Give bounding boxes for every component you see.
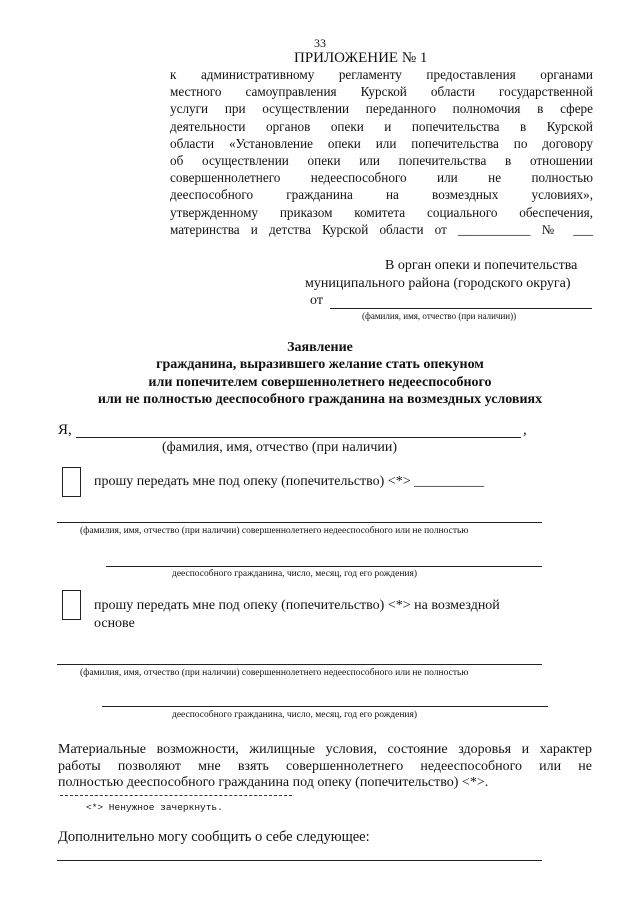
appendix-line: утвержденному приказом комитета социального обеспечения, — [170, 204, 593, 220]
appendix-line: области «Установление опеки или попечительства по договору — [170, 135, 593, 151]
from-hint: (фамилия, имя, отчество (при наличии)) — [362, 311, 517, 321]
subtitle-line: гражданина, выразившего желание стать опекуном — [156, 357, 484, 372]
option2-hint2: дееспособного гражданина, число, месяц, год его рождения) — [172, 710, 418, 720]
option2-birth-line[interactable] — [102, 706, 548, 707]
appendix-block — [170, 66, 593, 238]
addressee-line1: В орган опеки и попечительства — [385, 258, 578, 273]
additional-label: Дополнительно могу сообщить о себе следующее: — [58, 829, 370, 845]
statement-title: Заявление — [287, 340, 353, 355]
from-label: от — [310, 293, 323, 308]
appendix-line: материнства и детства Курской области от ___________ № ___ — [170, 221, 593, 237]
statement-line: работы позволяют мне взять совершеннолетнего недееспособного или не — [58, 758, 592, 774]
option1-text: прошу передать мне под опеку (попечительство) <*> __________ — [94, 474, 485, 489]
option2-checkbox[interactable] — [62, 590, 81, 620]
option1-checkbox[interactable] — [62, 467, 81, 497]
addressee-line2: муниципального района (городского округа) — [305, 276, 571, 291]
option2-name-line[interactable] — [57, 664, 542, 665]
footnote-separator — [60, 795, 292, 796]
subtitle-line: или не полностью дееспособного гражданина на возмездных условиях — [97, 392, 543, 407]
appendix-line: к административному регламенту предоставления органами — [170, 67, 593, 82]
page-number: 33 — [314, 36, 326, 50]
appendix-line: об осуществлении опеки или попечительства в отношении — [170, 153, 593, 169]
statement-subtitle — [0, 356, 640, 409]
option1-name-line[interactable] — [57, 522, 542, 523]
applicant-name-line[interactable] — [76, 437, 521, 438]
option1-birth-line[interactable] — [106, 566, 542, 567]
statement-paragraph — [58, 742, 592, 792]
applicant-hint: (фамилия, имя, отчество (при наличии) — [162, 440, 398, 455]
appendix-line: услуги при осуществлении переданного полномочия в сфере — [170, 101, 593, 117]
appendix-line: совершеннолетнего недееспособного или не полностью — [170, 170, 593, 186]
option2-text2: основе — [94, 616, 135, 631]
statement-line: полностью дееспособного гражданина под опеку (попечительство) <*>. — [58, 775, 489, 790]
option1-hint1: (фамилия, имя, отчество (при наличии) совершеннолетнего недееспособного или не полностью — [80, 526, 469, 536]
additional-info-line[interactable] — [57, 860, 542, 861]
from-field-line[interactable] — [330, 308, 592, 309]
option2-hint1: (фамилия, имя, отчество (при наличии) совершеннолетнего недееспособного или не полностью — [80, 668, 469, 678]
statement-line: Материальные возможности, жилищные условия, состояние здоровья и характер — [58, 742, 592, 757]
appendix-title: ПРИЛОЖЕНИЕ № 1 — [294, 50, 428, 66]
applicant-prefix: Я, — [58, 422, 72, 438]
footnote: <*> Ненужное зачеркнуть. — [86, 802, 223, 813]
appendix-line: местного самоуправления Курской области государственной — [170, 84, 593, 100]
appendix-line: деятельности органов опеки и попечительства в Курской — [170, 118, 593, 134]
applicant-suffix: , — [523, 422, 527, 438]
option1-hint2: дееспособного гражданина, число, месяц, год его рождения) — [172, 569, 418, 579]
subtitle-line: или попечителем совершеннолетнего недееспособного — [148, 374, 492, 390]
appendix-line: дееспособного гражданина на возмездных условиях», — [170, 187, 593, 203]
option2-text: прошу передать мне под опеку (попечительство) <*> на возмездной — [94, 598, 500, 613]
